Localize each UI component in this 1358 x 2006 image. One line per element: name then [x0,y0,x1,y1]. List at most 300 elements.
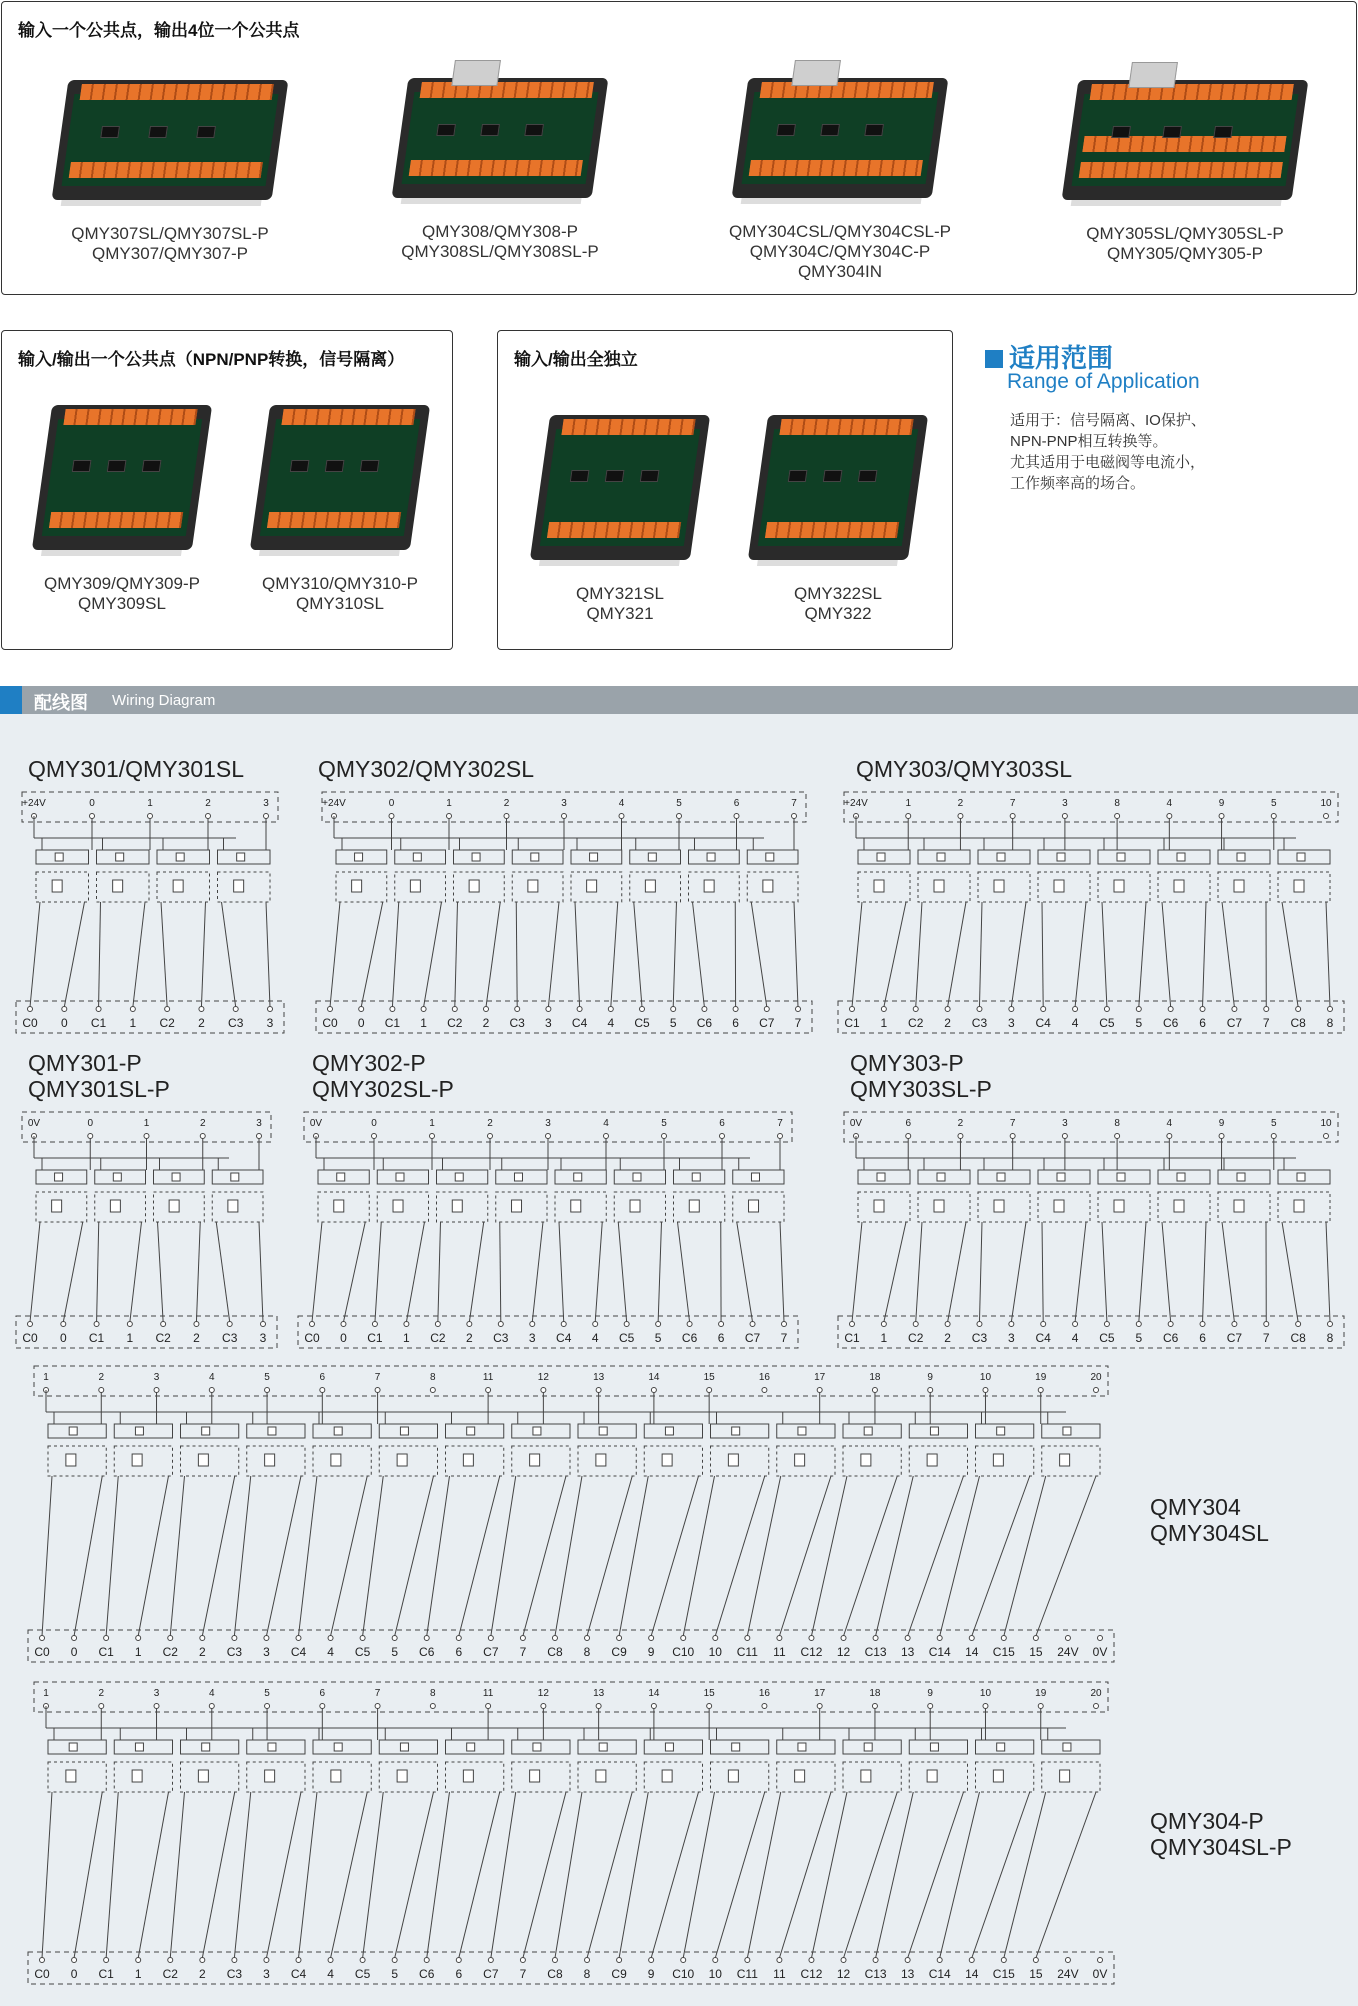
bottom-terminal-label: C3 [971,1331,988,1345]
top-terminal-label: 0V [27,1118,41,1129]
terminal-node [958,1134,963,1139]
terminal-node [687,1322,692,1327]
top-terminal-label: 13 [593,1372,605,1383]
bottom-terminal-label: C8 [547,1645,563,1659]
optocoupler-channel [234,1708,305,1958]
top-terminal-label: 0V [849,1118,863,1129]
bottom-terminal-label: 3 [1007,1016,1015,1030]
bottom-terminal-label: 5 [669,1016,677,1030]
terminal-node [809,1958,814,1963]
product-model: QMY309SL [78,594,166,613]
terminal-node [265,1704,270,1709]
product-model: QMY322SL [794,584,882,603]
terminal-node [90,814,95,819]
bottom-terminal-label: C12 [800,1967,823,1981]
terminal-node [1296,1007,1301,1012]
terminal-node [232,1636,237,1641]
terminal-node [1219,814,1224,819]
terminal-node [593,1322,598,1327]
top-terminal-label: 8 [430,1688,436,1699]
top-terminal-label: 9 [1218,1118,1225,1129]
terminal-node [782,1322,787,1327]
optocoupler-channel [811,1392,901,1636]
terminal-node [1296,1322,1301,1327]
bottom-terminal-label: 6 [717,1331,725,1345]
top-terminal-label: 7 [777,1118,783,1129]
bottom-terminal-label: 6 [732,1016,739,1030]
terminal-node [261,1322,266,1327]
terminal-node [958,814,963,819]
terminal-node [969,1958,974,1963]
product-model: QMY308/QMY308-P [422,222,578,241]
bottom-terminal-label: C1 [384,1016,401,1030]
bottom-terminal-label: 4 [327,1967,334,1981]
bottom-terminal-label: C0 [34,1967,50,1981]
top-terminal-label: 1 [905,798,912,809]
terminal-node [713,1636,718,1641]
bottom-terminal-label: 1 [880,1331,888,1345]
product-model: QMY321 [586,604,654,623]
terminal-node [389,814,394,819]
terminal-node [360,1636,365,1641]
product-photo [1065,60,1305,210]
bottom-terminal-label: C4 [1035,1331,1051,1345]
top-terminal-label: 18 [869,1372,881,1383]
product-tile [40,60,300,264]
terminal-node [194,1322,199,1327]
bottom-terminal-label: 1 [420,1016,427,1030]
terminal-node [651,1704,656,1709]
terminal-node [486,1388,491,1393]
optocoupler-channel [811,1708,901,1958]
bottom-terminal-label: C15 [992,1645,1015,1659]
bottom-terminal-label: C2 [447,1016,463,1030]
terminal-node [372,1134,377,1139]
terminal-node [585,1958,590,1963]
terminal-node [72,1636,77,1641]
product-tile [1050,60,1320,264]
top-terminal-label: 5 [661,1118,667,1129]
diagram-model-label: QMY303/QMY303SL [856,756,1073,782]
terminal-node [596,1704,601,1709]
top-terminal-label: 19 [1035,1372,1047,1383]
diagram-model-label: QMY302SL-P [312,1076,454,1102]
bottom-terminal-label: C4 [290,1967,307,1981]
optocoupler-channel [218,818,271,1007]
terminal-node [1264,1007,1269,1012]
group-title: 输入/输出全独立 [514,350,638,369]
optocoupler-channel [1038,1138,1090,1322]
bottom-terminal-label: C3 [228,1016,244,1030]
terminal-node [136,1636,141,1641]
terminal-node [977,1322,982,1327]
optocoupler-channel [170,1708,239,1958]
application-text [1010,410,1330,494]
terminal-node [61,1322,66,1327]
product-model: QMY310/QMY310-P [262,574,418,593]
terminal-node [552,1958,557,1963]
optocoupler-channel [916,1138,970,1322]
top-terminal-label: 10 [1320,798,1332,809]
terminal-node [430,1134,435,1139]
terminal-node [148,814,153,819]
optocoupler-channel [1274,1138,1330,1322]
application-title-text: 适用范围 [1009,343,1114,373]
diagram-model-label: QMY304SL-P [1150,1834,1292,1860]
bottom-terminal-label: 0 [70,1645,78,1659]
bottom-terminal-label: 12 [836,1967,851,1981]
diagram-model-label: QMY301/QMY301SL [28,756,245,782]
terminal-node [375,1388,380,1393]
terminal-node [1038,1388,1043,1393]
terminal-node [1094,1704,1099,1709]
optocoupler-channel [555,1138,606,1322]
top-terminal-label: 4 [1166,798,1173,809]
terminal-node [764,1007,769,1012]
terminal-node [530,1322,535,1327]
bottom-terminal-label: 5 [391,1967,399,1981]
terminal-node [520,1958,525,1963]
bottom-terminal-label: 0 [357,1016,365,1030]
terminal-node [983,1704,988,1709]
bottom-terminal-label: 8 [1326,1016,1334,1030]
bottom-terminal-label: C0 [34,1645,50,1659]
optocoupler-channel [916,818,970,1007]
terminal-node [719,1322,724,1327]
top-terminal-label: 1 [429,1118,435,1129]
terminal-node [209,1388,214,1393]
bottom-terminal-label: 0V [1092,1645,1108,1659]
product-model: QMY305SL/QMY305SL-P [1086,224,1284,243]
bottom-terminal-label: C9 [611,1967,627,1981]
terminal-node [200,1636,205,1641]
top-terminal-label: 3 [153,1688,160,1699]
terminal-node [977,1007,982,1012]
terminal-node [1001,1958,1006,1963]
bottom-terminal-label: 4 [591,1331,599,1345]
product-tile [380,58,620,262]
top-terminal-label: 16 [758,1688,770,1699]
top-terminal-label: 10 [1320,1118,1332,1129]
top-terminal-label: 17 [814,1372,826,1383]
top-terminal-label: 15 [703,1372,715,1383]
terminal-node [777,1636,782,1641]
optocoupler-channel [1218,818,1270,1007]
terminal-node [328,1636,333,1641]
optocoupler-channel [852,1138,910,1322]
optocoupler-channel [427,1708,504,1958]
top-terminal-label: 2 [199,1118,206,1129]
top-terminal-label: 9 [1218,798,1225,809]
optocoupler-channel [555,1392,636,1636]
terminal-node [127,1322,132,1327]
bottom-terminal-label: 24V [1057,1967,1079,1981]
diagram-model-label: QMY304 [1150,1494,1241,1520]
optocoupler-channel [157,818,210,1007]
product-model: QMY309/QMY309-P [44,574,200,593]
bottom-terminal-label: 1 [134,1645,142,1659]
terminal-node [265,1388,270,1393]
diagram-model-label: QMY302/QMY302SL [318,756,535,782]
square-bullet-icon [985,350,1003,368]
terminal-node [541,1704,546,1709]
diagram-model-label: QMY303SL-P [850,1076,992,1102]
top-terminal-label: 6 [733,798,740,809]
bottom-terminal-label: C1 [90,1016,107,1030]
bottom-terminal-label: C4 [1035,1016,1051,1030]
top-terminal-label: 8 [1114,1118,1120,1129]
terminal-node [1038,1704,1043,1709]
bottom-terminal-label: C10 [672,1967,695,1981]
bottom-terminal-label: 13 [900,1645,915,1659]
optocoupler-channel [363,1708,438,1958]
bottom-terminal-label: C8 [1290,1016,1306,1030]
bottom-terminal-label: 4 [327,1645,334,1659]
bottom-terminal-label: 0V [1092,1967,1108,1981]
top-terminal-label: 8 [430,1372,436,1383]
optocoupler-channel [1158,818,1210,1007]
product-model: QMY322 [804,604,872,623]
terminal-node [435,1322,440,1327]
bottom-terminal-label: C2 [155,1331,171,1345]
bottom-terminal-label: C1 [844,1331,860,1345]
bottom-terminal-label: C10 [672,1645,695,1659]
terminal-node [873,1958,878,1963]
bottom-terminal-label: C7 [483,1967,499,1981]
terminal-node [619,814,624,819]
terminal-node [1264,1322,1269,1327]
terminal-node [165,1007,170,1012]
bottom-terminal-label: C3 [493,1331,509,1345]
terminal-node [872,1388,877,1393]
terminal-node [677,814,682,819]
optocoupler-channel [1098,818,1150,1007]
terminal-node [905,1958,910,1963]
bottom-terminal-label: 3 [266,1016,274,1030]
optocoupler-channel [496,1138,548,1322]
terminal-node [778,1134,783,1139]
top-terminal-label: 1 [147,798,153,809]
terminal-node [62,1007,67,1012]
optocoupler-channel [363,1392,438,1636]
terminal-node [945,1322,950,1327]
optocoupler-channel [940,1392,1034,1636]
bottom-terminal-label: 7 [519,1967,527,1981]
terminal-node [552,1636,557,1641]
bottom-terminal-label: C7 [483,1645,499,1659]
terminal-node [585,1636,590,1641]
bottom-terminal-label: 3 [259,1331,267,1345]
terminal-node [656,1322,661,1327]
top-terminal-label: 8 [1114,798,1120,809]
terminal-node [264,1636,269,1641]
bottom-terminal-label: 11 [773,1967,786,1981]
bottom-terminal-label: 7 [794,1016,802,1030]
optocoupler-channel [1004,1392,1100,1636]
bottom-terminal-label: C6 [681,1331,698,1345]
top-terminal-label: 20 [1090,1372,1102,1383]
top-terminal-label: 1 [446,798,452,809]
bottom-terminal-label: 2 [193,1331,200,1345]
terminal-node [94,1322,99,1327]
bottom-terminal-label: 5 [1135,1331,1143,1345]
bottom-terminal-label: C5 [1099,1016,1115,1030]
bottom-terminal-label: 7 [1262,1016,1270,1030]
optocoupler-channel [437,1138,491,1322]
optocoupler-channel [747,818,798,1007]
bottom-terminal-label: 10 [708,1645,722,1659]
terminal-node [40,1636,45,1641]
top-terminal-label: 19 [1035,1688,1047,1699]
top-terminal-label: 18 [869,1688,881,1699]
optocoupler-channel [106,1708,172,1958]
terminal-node [136,1958,141,1963]
top-terminal-label: 5 [1270,798,1277,809]
bottom-terminal-label: 8 [1326,1331,1334,1345]
terminal-node [608,1007,613,1012]
terminal-node [969,1636,974,1641]
terminal-node [1098,1958,1103,1963]
optocoupler-channel [42,1708,106,1958]
optocoupler-channel [170,1392,239,1636]
optocoupler-channel [614,1138,665,1322]
terminal-node [99,1704,104,1709]
terminal-node [596,1388,601,1393]
terminal-node [1073,1322,1078,1327]
bottom-terminal-label: C1 [367,1331,383,1345]
terminal-node [515,1007,520,1012]
bottom-terminal-label: 24V [1057,1645,1079,1659]
terminal-node [720,1134,725,1139]
optocoupler-channel [491,1392,570,1636]
bottom-terminal-label: C7 [1226,1331,1243,1345]
optocoupler-channel [106,1392,172,1636]
terminal-node [161,1322,166,1327]
bottom-terminal-frame [16,1001,284,1033]
terminal-node [232,1958,237,1963]
terminal-node [430,1704,435,1709]
terminal-node [881,1322,886,1327]
terminal-node [928,1388,933,1393]
bottom-terminal-label: 3 [545,1016,552,1030]
top-terminal-label: 7 [374,1688,381,1699]
optocoupler-channel [1098,1138,1150,1322]
top-terminal-frame [34,1682,1108,1712]
terminal-node [792,814,797,819]
top-terminal-label: 20 [1090,1688,1102,1699]
optocoupler-channel [876,1392,968,1636]
terminal-node [1219,1134,1224,1139]
bottom-terminal-label: C3 [226,1645,243,1659]
terminal-node [1062,814,1067,819]
bottom-terminal-label: 8 [583,1645,591,1659]
terminal-node [733,1007,738,1012]
terminal-node [546,1134,551,1139]
terminal-node [906,814,911,819]
top-terminal-label: 13 [593,1688,605,1699]
bottom-terminal-label: C5 [354,1967,371,1981]
bottom-terminal-label: 6 [1199,1331,1206,1345]
bottom-terminal-label: 15 [1029,1645,1043,1659]
application-line: 工作频率高的场合。 [1010,475,1146,492]
bottom-terminal-label: 5 [391,1645,399,1659]
bottom-terminal-label: C3 [222,1331,238,1345]
product-tile [520,395,720,624]
bottom-terminal-label: C3 [509,1016,525,1030]
top-terminal-label: 2 [487,1118,493,1129]
terminal-node [937,1958,942,1963]
terminal-node [913,1322,918,1327]
application-line: NPN-PNP相互转换等。 [1010,433,1168,450]
terminal-node [484,1007,489,1012]
terminal-node [264,1958,269,1963]
top-terminal-label: 7 [374,1372,381,1383]
diagram-model-label: QMY301-P [28,1050,142,1076]
terminal-node [421,1007,426,1012]
product-model: QMY304CSL/QMY304CSL-P [728,222,952,241]
terminal-node [561,1322,566,1327]
top-terminal-label: 12 [537,1372,549,1383]
terminal-node [456,1958,461,1963]
bottom-terminal-label: C6 [1162,1016,1179,1030]
terminal-node [928,1704,933,1709]
top-terminal-label: 9 [927,1688,933,1699]
diagram-model-label: QMY304-P [1150,1808,1264,1834]
top-terminal-label: +24V [844,798,868,809]
product-model: QMY310SL [296,594,384,613]
terminal-node [1062,1134,1067,1139]
top-terminal-label: 3 [1062,798,1068,809]
bottom-terminal-label: C5 [1099,1331,1115,1345]
terminal-node [1168,1007,1173,1012]
bottom-terminal-label: 2 [944,1016,951,1030]
top-terminal-label: 3 [545,1118,551,1129]
bottom-terminal-label: C7 [759,1016,775,1030]
top-terminal-label: 3 [263,798,269,809]
terminal-node [104,1636,109,1641]
terminal-node [905,1636,910,1641]
group-title: 输入一个公共点，输出4位一个公共点 [18,21,300,40]
top-terminal-label: 1 [143,1118,150,1129]
top-terminal-label: 14 [648,1688,660,1699]
terminal-node [430,1388,435,1393]
top-terminal-label: 12 [537,1688,549,1699]
bottom-terminal-label: 2 [944,1331,951,1345]
bottom-terminal-label: 1 [126,1331,134,1345]
bottom-terminal-frame [28,1630,1114,1662]
terminal-node [1115,814,1120,819]
optocoupler-channel [852,818,910,1007]
terminal-node [750,1322,755,1327]
terminal-node [488,1134,493,1139]
terminal-node [200,1958,205,1963]
terminal-node [1065,1958,1070,1963]
diagram-model-label: QMY301SL-P [28,1076,170,1102]
terminal-node [681,1958,686,1963]
product-model: QMY305/QMY305-P [1107,244,1263,263]
terminal-node [850,1007,855,1012]
top-terminal-label: 3 [153,1372,160,1383]
bottom-terminal-label: C12 [800,1645,823,1659]
bottom-terminal-label: 3 [263,1645,270,1659]
terminal-node [268,1007,273,1012]
terminal-node [1324,814,1329,819]
terminal-node [1167,814,1172,819]
bottom-terminal-label: 14 [965,1645,979,1659]
bottom-terminal-label: C5 [634,1016,650,1030]
bottom-terminal-label: 4 [1071,1016,1079,1030]
terminal-node [1115,1134,1120,1139]
